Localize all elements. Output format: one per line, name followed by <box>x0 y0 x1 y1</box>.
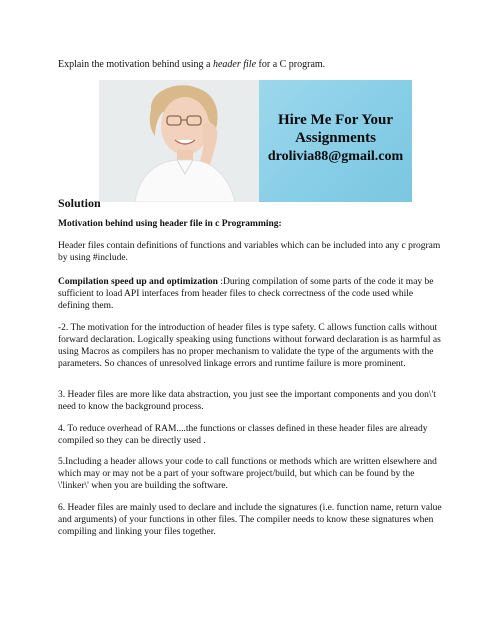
question-after: for a C program. <box>256 59 326 70</box>
paragraph-7: 6. Header files are mainly used to declare and include the signatures (i.e. function name, return value and arguments) of your functions in other files. The compiler needs to know these signatures when compiling and linking your files together. <box>58 503 442 537</box>
paragraph-2-bold: Compilation speed up and optimization <box>58 277 218 287</box>
paragraph-3: -2. The motivation for the introduction of header files is type safety. C allows function calls without forward declaration. Logically speaking using functions without forward declaration is as harmful as using Macros as compilers has no proper mechanism to validate the type of the arguments with the parameters. So chances of unresolved linkage errors and runtime failure is more prominent. <box>58 323 441 369</box>
advertisement-banner <box>99 80 412 202</box>
solution-heading: Solution <box>58 196 101 210</box>
question-emphasis: header file <box>212 59 257 70</box>
subheading: Motivation behind using header file in c Programming: <box>58 219 282 229</box>
ad-line-2: Assignments <box>295 130 376 146</box>
woman-portrait-illustration <box>99 80 259 202</box>
ad-line-1: Hire Me For Your <box>277 112 394 128</box>
question-before: Explain the motivation behind using a <box>58 59 213 70</box>
woman-photo <box>99 80 259 202</box>
hire-me-ad <box>259 80 412 202</box>
paragraph-4: 3. Header files are more like data abstraction, you just see the important components and you don\'t need to know the background process. <box>58 390 436 412</box>
paragraph-1: Header files contain definitions of functions and variables which can be included into any c program by using #include. <box>58 241 441 263</box>
paragraph-2-rest: :During compilation of some parts of the code it may be sufficient to load API interfaces from header files to check correctness of the code used while defining them. <box>58 277 434 311</box>
paragraph-2 <box>58 277 442 313</box>
question-text <box>58 59 325 71</box>
paragraph-5: 4. To reduce overhead of RAM....the functions or classes defined in these header files are already compiled so they can be directly used . <box>58 424 428 446</box>
paragraph-6: 5.Including a header allows your code to call functions or methods which are written elsewhere and which may or may not be a part of your software project/build, but which can be found by the \'linker\' when you are building the software. <box>58 457 437 491</box>
ad-email: drolivia88@gmail.com <box>267 149 404 164</box>
